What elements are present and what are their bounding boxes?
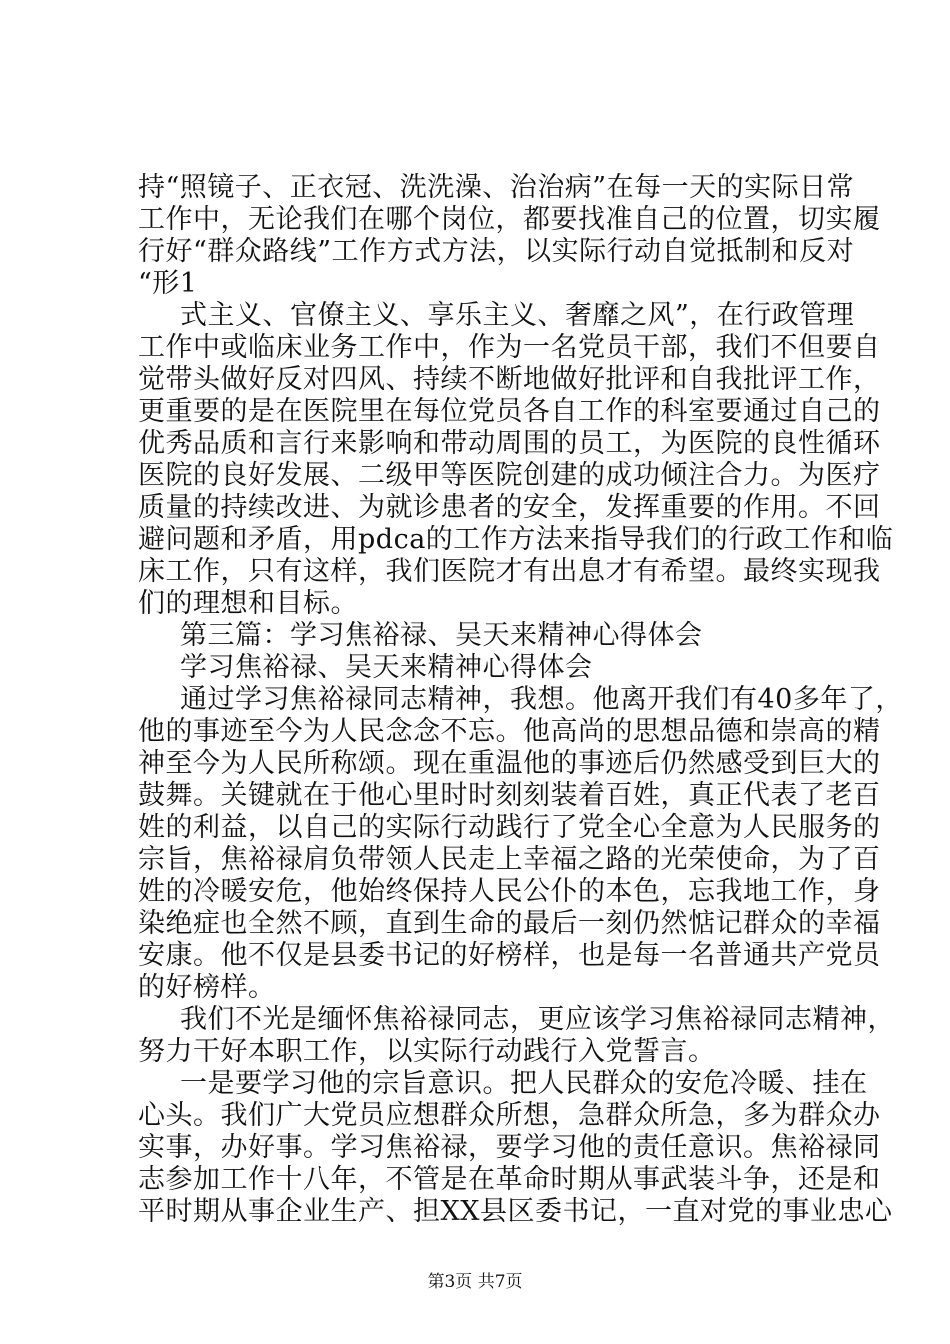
text-line: 姓的冷暖安危，他始终保持人民公仆的本色，忘我地工作，身 — [138, 876, 881, 907]
text-line: 通过学习焦裕禄同志精神，我想。他离开我们有40多年了， — [180, 684, 903, 715]
text-line: 安康。他不仅是县委书记的好榜样，也是每一名普通共产党员 — [138, 940, 881, 971]
page-footer: 第3页 共7页 — [427, 1272, 523, 1292]
text-line: 工作中，无论我们在哪个岗位，都要找准自己的位置，切实履 — [138, 204, 881, 235]
text-line: 医院的良好发展、二级甲等医院创建的成功倾注合力。为医疗 — [138, 460, 881, 491]
text-line: 持“照镜子、正衣冠、洗洗澡、治治病”在每一天的实际日常 — [138, 172, 855, 203]
text-line: 实事，办好事。学习焦裕禄，要学习他的责任意识。焦裕禄同 — [138, 1132, 881, 1163]
text-line: 更重要的是在医院里在每位党员各自工作的科室要通过自己的 — [138, 396, 881, 427]
text-line: 工作中或临床业务工作中，作为一名党员干部，我们不但要自 — [138, 332, 881, 363]
text-line: 床工作，只有这样，我们医院才有出息才有希望。最终实现我 — [138, 556, 881, 587]
text-line: 优秀品质和言行来影响和带动周围的员工，为医院的良性循环 — [138, 428, 881, 459]
text-line: 避问题和矛盾，用pdca的工作方法来指导我们的行政工作和临 — [138, 524, 894, 555]
text-line: “形1 — [138, 268, 198, 299]
text-line: 鼓舞。关键就在于他心里时时刻刻装着百姓，真正代表了老百 — [138, 780, 881, 811]
text-line: 的好榜样。 — [138, 972, 276, 1003]
text-line: 姓的利益，以自己的实际行动践行了党全心全意为人民服务的 — [138, 812, 881, 843]
text-line: 学习焦裕禄、吴天来精神心得体会 — [180, 652, 593, 683]
text-line: 神至今为人民所称颂。现在重温他的事迹后仍然感受到巨大的 — [138, 748, 881, 779]
text-line: 们的理想和目标。 — [138, 588, 358, 619]
document-body — [138, 172, 903, 1228]
text-line: 觉带头做好反对四风、持续不断地做好批评和自我批评工作， — [138, 364, 881, 395]
text-line: 染绝症也全然不顾，直到生命的最后一刻仍然惦记群众的幸福 — [138, 908, 881, 939]
text-line: 努力干好本职工作，以实际行动践行入党誓言。 — [138, 1036, 716, 1067]
text-line: 一是要学习他的宗旨意识。把人民群众的安危冷暖、挂在 — [180, 1068, 868, 1099]
text-line: 第三篇：学习焦裕禄、吴天来精神心得体会 — [180, 620, 703, 651]
text-line: 我们不光是缅怀焦裕禄同志，更应该学习焦裕禄同志精神， — [180, 1004, 895, 1035]
text-line: 心头。我们广大党员应想群众所想，急群众所急，多为群众办 — [138, 1100, 881, 1131]
text-line: 志参加工作十八年，不管是在革命时期从事武装斗争，还是和 — [138, 1164, 881, 1195]
text-line: 平时期从事企业生产、担XX县区委书记，一直对党的事业忠心 — [138, 1196, 893, 1227]
text-line: 质量的持续改进、为就诊患者的安全，发挥重要的作用。不回 — [138, 492, 881, 523]
text-line: 宗旨，焦裕禄肩负带领人民走上幸福之路的光荣使命，为了百 — [138, 844, 881, 875]
text-line: 行好“群众路线”工作方式方法，以实际行动自觉抵制和反对 — [138, 236, 855, 267]
text-line: 他的事迹至今为人民念念不忘。他高尚的思想品德和崇高的精 — [138, 716, 881, 747]
text-line: 式主义、官僚主义、享乐主义、奢靡之风”，在行政管理 — [180, 300, 855, 331]
